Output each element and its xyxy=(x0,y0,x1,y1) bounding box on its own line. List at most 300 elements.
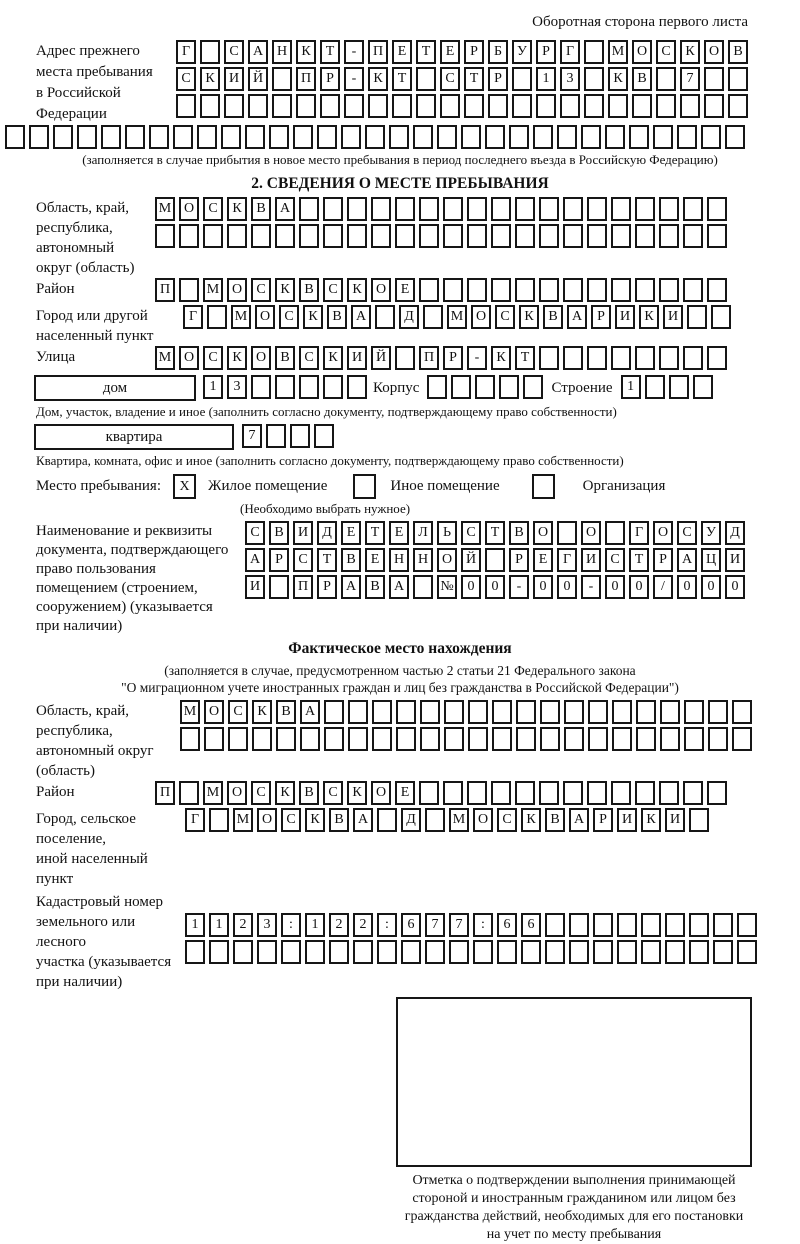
char-box[interactable]: 1 xyxy=(305,913,325,937)
char-box[interactable]: К xyxy=(491,346,511,370)
char-box[interactable]: В xyxy=(299,278,319,302)
char-box[interactable]: А xyxy=(351,305,371,329)
char-box[interactable]: В xyxy=(327,305,347,329)
char-box[interactable] xyxy=(660,700,680,724)
char-box[interactable] xyxy=(173,125,193,149)
char-box[interactable] xyxy=(296,94,316,118)
char-box[interactable]: - xyxy=(509,575,529,599)
char-box[interactable] xyxy=(300,727,320,751)
char-box[interactable]: П xyxy=(419,346,439,370)
char-box[interactable] xyxy=(251,224,271,248)
char-box[interactable]: / xyxy=(653,575,673,599)
char-box[interactable]: М xyxy=(155,346,175,370)
char-box[interactable] xyxy=(492,727,512,751)
char-box[interactable] xyxy=(563,278,583,302)
char-box[interactable] xyxy=(635,278,655,302)
char-box[interactable] xyxy=(317,125,337,149)
char-box[interactable]: В xyxy=(728,40,748,64)
char-box[interactable] xyxy=(516,727,536,751)
char-box[interactable] xyxy=(323,197,343,221)
char-box[interactable]: И xyxy=(615,305,635,329)
char-box[interactable] xyxy=(635,346,655,370)
char-box[interactable]: Т xyxy=(629,548,649,572)
char-box[interactable]: К xyxy=(303,305,323,329)
char-box[interactable] xyxy=(707,346,727,370)
char-box[interactable] xyxy=(569,913,589,937)
char-box[interactable] xyxy=(693,375,713,399)
char-box[interactable] xyxy=(372,700,392,724)
char-box[interactable]: 0 xyxy=(557,575,577,599)
char-box[interactable] xyxy=(584,67,604,91)
char-box[interactable] xyxy=(563,346,583,370)
char-box[interactable]: К xyxy=(368,67,388,91)
char-box[interactable]: Й xyxy=(248,67,268,91)
char-box[interactable] xyxy=(29,125,49,149)
char-box[interactable] xyxy=(443,278,463,302)
char-box[interactable] xyxy=(420,700,440,724)
char-box[interactable] xyxy=(708,700,728,724)
char-box[interactable] xyxy=(149,125,169,149)
char-box[interactable]: Н xyxy=(413,548,433,572)
char-box[interactable] xyxy=(266,424,286,448)
char-box[interactable] xyxy=(659,197,679,221)
char-box[interactable] xyxy=(499,375,519,399)
char-box[interactable] xyxy=(512,94,532,118)
char-box[interactable]: 7 xyxy=(425,913,445,937)
char-box[interactable] xyxy=(611,346,631,370)
char-box[interactable] xyxy=(488,94,508,118)
char-box[interactable]: Е xyxy=(389,521,409,545)
char-box[interactable]: Т xyxy=(464,67,484,91)
char-box[interactable]: А xyxy=(677,548,697,572)
char-box[interactable] xyxy=(185,940,205,964)
char-box[interactable] xyxy=(684,700,704,724)
char-box[interactable] xyxy=(427,375,447,399)
char-box[interactable] xyxy=(299,375,319,399)
char-box[interactable] xyxy=(611,781,631,805)
char-box[interactable] xyxy=(539,278,559,302)
char-box[interactable] xyxy=(689,913,709,937)
char-box[interactable] xyxy=(395,224,415,248)
char-box[interactable]: : xyxy=(473,913,493,937)
char-box[interactable]: 1 xyxy=(185,913,205,937)
char-box[interactable] xyxy=(492,700,512,724)
char-box[interactable]: М xyxy=(231,305,251,329)
char-box[interactable]: М xyxy=(180,700,200,724)
char-box[interactable]: У xyxy=(701,521,721,545)
char-box[interactable]: Д xyxy=(317,521,337,545)
char-box[interactable]: 0 xyxy=(461,575,481,599)
char-box[interactable] xyxy=(677,125,697,149)
checkbox-org[interactable] xyxy=(532,474,555,499)
char-box[interactable] xyxy=(467,224,487,248)
char-box[interactable] xyxy=(629,125,649,149)
char-box[interactable]: 1 xyxy=(203,375,223,399)
char-box[interactable] xyxy=(416,94,436,118)
char-box[interactable] xyxy=(347,375,367,399)
char-box[interactable] xyxy=(475,375,495,399)
char-box[interactable]: Т xyxy=(365,521,385,545)
char-box[interactable] xyxy=(491,278,511,302)
char-box[interactable] xyxy=(341,125,361,149)
char-box[interactable]: К xyxy=(252,700,272,724)
char-box[interactable] xyxy=(413,125,433,149)
char-box[interactable]: И xyxy=(663,305,683,329)
char-box[interactable] xyxy=(257,940,277,964)
char-box[interactable]: Б xyxy=(488,40,508,64)
char-box[interactable] xyxy=(540,727,560,751)
char-box[interactable]: О xyxy=(653,521,673,545)
char-box[interactable]: Г xyxy=(183,305,203,329)
char-box[interactable] xyxy=(467,197,487,221)
char-box[interactable] xyxy=(329,940,349,964)
char-box[interactable]: И xyxy=(347,346,367,370)
char-box[interactable]: 0 xyxy=(485,575,505,599)
char-box[interactable]: С xyxy=(279,305,299,329)
char-box[interactable]: С xyxy=(251,781,271,805)
char-box[interactable] xyxy=(512,67,532,91)
char-box[interactable] xyxy=(443,197,463,221)
char-box[interactable] xyxy=(377,808,397,832)
char-box[interactable]: Д xyxy=(725,521,745,545)
char-box[interactable] xyxy=(347,224,367,248)
char-box[interactable] xyxy=(491,781,511,805)
char-box[interactable]: В xyxy=(276,700,296,724)
char-box[interactable] xyxy=(713,913,733,937)
char-box[interactable]: К xyxy=(608,67,628,91)
char-box[interactable]: 7 xyxy=(680,67,700,91)
char-box[interactable] xyxy=(605,125,625,149)
char-box[interactable]: В xyxy=(632,67,652,91)
char-box[interactable] xyxy=(272,67,292,91)
char-box[interactable] xyxy=(392,94,412,118)
char-box[interactable] xyxy=(314,424,334,448)
char-box[interactable]: О xyxy=(227,278,247,302)
char-box[interactable] xyxy=(221,125,241,149)
char-box[interactable] xyxy=(563,197,583,221)
char-box[interactable] xyxy=(669,375,689,399)
char-box[interactable] xyxy=(656,67,676,91)
char-box[interactable]: И xyxy=(224,67,244,91)
char-box[interactable]: Н xyxy=(389,548,409,572)
char-box[interactable] xyxy=(728,94,748,118)
char-box[interactable]: К xyxy=(275,278,295,302)
char-box[interactable]: М xyxy=(233,808,253,832)
char-box[interactable] xyxy=(395,197,415,221)
char-box[interactable]: 6 xyxy=(401,913,421,937)
char-box[interactable] xyxy=(645,375,665,399)
char-box[interactable] xyxy=(707,278,727,302)
char-box[interactable]: 2 xyxy=(353,913,373,937)
char-box[interactable]: А xyxy=(275,197,295,221)
char-box[interactable]: - xyxy=(467,346,487,370)
char-box[interactable] xyxy=(515,781,535,805)
char-box[interactable]: С xyxy=(281,808,301,832)
char-box[interactable]: И xyxy=(293,521,313,545)
char-box[interactable] xyxy=(704,94,724,118)
char-box[interactable] xyxy=(204,727,224,751)
char-box[interactable] xyxy=(437,125,457,149)
char-box[interactable]: С xyxy=(245,521,265,545)
char-box[interactable]: Ц xyxy=(701,548,721,572)
char-box[interactable]: И xyxy=(665,808,685,832)
char-box[interactable] xyxy=(245,125,265,149)
char-box[interactable] xyxy=(680,94,700,118)
char-box[interactable]: К xyxy=(275,781,295,805)
char-box[interactable] xyxy=(587,197,607,221)
char-box[interactable] xyxy=(77,125,97,149)
char-box[interactable]: О xyxy=(471,305,491,329)
char-box[interactable]: В xyxy=(543,305,563,329)
char-box[interactable]: Е xyxy=(533,548,553,572)
char-box[interactable] xyxy=(587,346,607,370)
char-box[interactable]: 0 xyxy=(725,575,745,599)
char-box[interactable]: : xyxy=(377,913,397,937)
char-box[interactable] xyxy=(176,94,196,118)
char-box[interactable] xyxy=(683,278,703,302)
char-box[interactable] xyxy=(491,224,511,248)
char-box[interactable] xyxy=(683,781,703,805)
char-box[interactable]: Е xyxy=(365,548,385,572)
char-box[interactable] xyxy=(425,940,445,964)
char-box[interactable] xyxy=(515,278,535,302)
char-box[interactable] xyxy=(707,224,727,248)
char-box[interactable] xyxy=(419,278,439,302)
char-box[interactable]: М xyxy=(203,781,223,805)
char-box[interactable]: О xyxy=(473,808,493,832)
char-box[interactable]: 3 xyxy=(227,375,247,399)
char-box[interactable] xyxy=(353,940,373,964)
char-box[interactable] xyxy=(348,700,368,724)
char-box[interactable]: Е xyxy=(392,40,412,64)
char-box[interactable] xyxy=(252,727,272,751)
char-box[interactable]: 2 xyxy=(233,913,253,937)
char-box[interactable] xyxy=(272,94,292,118)
char-box[interactable] xyxy=(515,197,535,221)
char-box[interactable]: К xyxy=(680,40,700,64)
char-box[interactable] xyxy=(293,125,313,149)
char-box[interactable] xyxy=(269,125,289,149)
char-box[interactable] xyxy=(371,224,391,248)
char-box[interactable] xyxy=(587,278,607,302)
checkbox-inoe[interactable] xyxy=(353,474,376,499)
char-box[interactable] xyxy=(444,727,464,751)
char-box[interactable] xyxy=(560,94,580,118)
char-box[interactable] xyxy=(536,94,556,118)
char-box[interactable]: А xyxy=(567,305,587,329)
char-box[interactable]: В xyxy=(365,575,385,599)
char-box[interactable] xyxy=(617,940,637,964)
char-box[interactable]: 3 xyxy=(560,67,580,91)
char-box[interactable]: О xyxy=(227,781,247,805)
char-box[interactable]: Т xyxy=(485,521,505,545)
char-box[interactable]: В xyxy=(275,346,295,370)
char-box[interactable] xyxy=(464,94,484,118)
char-box[interactable] xyxy=(375,305,395,329)
char-box[interactable] xyxy=(451,375,471,399)
char-box[interactable]: К xyxy=(296,40,316,64)
char-box[interactable] xyxy=(320,94,340,118)
char-box[interactable]: О xyxy=(632,40,652,64)
char-box[interactable] xyxy=(708,727,728,751)
char-box[interactable]: В xyxy=(329,808,349,832)
char-box[interactable]: В xyxy=(509,521,529,545)
char-box[interactable]: С xyxy=(203,346,223,370)
char-box[interactable] xyxy=(617,913,637,937)
char-box[interactable] xyxy=(563,224,583,248)
char-box[interactable] xyxy=(396,727,416,751)
char-box[interactable]: Е xyxy=(341,521,361,545)
char-box[interactable]: В xyxy=(269,521,289,545)
char-box[interactable] xyxy=(656,94,676,118)
char-box[interactable]: 1 xyxy=(621,375,641,399)
char-box[interactable]: 3 xyxy=(257,913,277,937)
char-box[interactable] xyxy=(713,940,733,964)
char-box[interactable]: С xyxy=(293,548,313,572)
char-box[interactable] xyxy=(569,940,589,964)
char-box[interactable]: Р xyxy=(464,40,484,64)
char-box[interactable] xyxy=(473,940,493,964)
char-box[interactable]: Е xyxy=(440,40,460,64)
char-box[interactable] xyxy=(281,940,301,964)
char-box[interactable]: О xyxy=(179,197,199,221)
char-box[interactable]: С xyxy=(605,548,625,572)
char-box[interactable] xyxy=(323,224,343,248)
char-box[interactable] xyxy=(227,224,247,248)
char-box[interactable] xyxy=(389,125,409,149)
char-box[interactable]: О xyxy=(257,808,277,832)
char-box[interactable]: 2 xyxy=(329,913,349,937)
char-box[interactable] xyxy=(444,700,464,724)
char-box[interactable]: Р xyxy=(488,67,508,91)
char-box[interactable] xyxy=(659,278,679,302)
char-box[interactable] xyxy=(711,305,731,329)
char-box[interactable] xyxy=(611,278,631,302)
char-box[interactable]: А xyxy=(248,40,268,64)
char-box[interactable] xyxy=(539,346,559,370)
char-box[interactable] xyxy=(689,940,709,964)
char-box[interactable] xyxy=(683,197,703,221)
char-box[interactable]: М xyxy=(449,808,469,832)
char-box[interactable]: С xyxy=(440,67,460,91)
char-box[interactable]: Е xyxy=(395,781,415,805)
char-box[interactable]: Г xyxy=(185,808,205,832)
char-box[interactable]: А xyxy=(300,700,320,724)
char-box[interactable] xyxy=(449,940,469,964)
char-box[interactable]: К xyxy=(305,808,325,832)
char-box[interactable] xyxy=(557,521,577,545)
char-box[interactable]: П xyxy=(296,67,316,91)
char-box[interactable]: Р xyxy=(591,305,611,329)
char-box[interactable] xyxy=(665,940,685,964)
char-box[interactable]: О xyxy=(251,346,271,370)
char-box[interactable] xyxy=(641,913,661,937)
char-box[interactable]: К xyxy=(347,278,367,302)
char-box[interactable]: К xyxy=(639,305,659,329)
char-box[interactable]: И xyxy=(725,548,745,572)
char-box[interactable] xyxy=(468,700,488,724)
char-box[interactable] xyxy=(684,727,704,751)
char-box[interactable] xyxy=(125,125,145,149)
char-box[interactable]: Т xyxy=(320,40,340,64)
char-box[interactable]: 1 xyxy=(536,67,556,91)
char-box[interactable] xyxy=(443,781,463,805)
char-box[interactable]: О xyxy=(437,548,457,572)
char-box[interactable] xyxy=(523,375,543,399)
char-box[interactable]: Ь xyxy=(437,521,457,545)
char-box[interactable]: К xyxy=(323,346,343,370)
char-box[interactable] xyxy=(348,727,368,751)
char-box[interactable]: К xyxy=(347,781,367,805)
char-box[interactable] xyxy=(324,700,344,724)
char-box[interactable] xyxy=(701,125,721,149)
char-box[interactable]: М xyxy=(447,305,467,329)
char-box[interactable] xyxy=(197,125,217,149)
char-box[interactable] xyxy=(101,125,121,149)
char-box[interactable]: Р xyxy=(443,346,463,370)
char-box[interactable] xyxy=(635,224,655,248)
char-box[interactable]: О xyxy=(179,346,199,370)
char-box[interactable] xyxy=(440,94,460,118)
char-box[interactable]: Р xyxy=(653,548,673,572)
char-box[interactable]: П xyxy=(155,278,175,302)
char-box[interactable]: А xyxy=(353,808,373,832)
char-box[interactable]: Т xyxy=(515,346,535,370)
char-box[interactable]: К xyxy=(519,305,539,329)
char-box[interactable]: С xyxy=(461,521,481,545)
char-box[interactable] xyxy=(269,575,289,599)
char-box[interactable]: С xyxy=(251,278,271,302)
char-box[interactable] xyxy=(485,125,505,149)
char-box[interactable] xyxy=(632,94,652,118)
char-box[interactable]: О xyxy=(581,521,601,545)
char-box[interactable]: С xyxy=(677,521,697,545)
char-box[interactable]: С xyxy=(495,305,515,329)
char-box[interactable] xyxy=(728,67,748,91)
char-box[interactable] xyxy=(564,727,584,751)
char-box[interactable] xyxy=(584,94,604,118)
char-box[interactable] xyxy=(396,700,416,724)
char-box[interactable] xyxy=(155,224,175,248)
char-box[interactable]: Н xyxy=(272,40,292,64)
char-box[interactable] xyxy=(515,224,535,248)
char-box[interactable]: Г xyxy=(560,40,580,64)
char-box[interactable] xyxy=(209,808,229,832)
char-box[interactable] xyxy=(612,727,632,751)
char-box[interactable]: В xyxy=(299,781,319,805)
char-box[interactable] xyxy=(248,94,268,118)
char-box[interactable] xyxy=(371,197,391,221)
char-box[interactable] xyxy=(611,197,631,221)
char-box[interactable]: М xyxy=(155,197,175,221)
char-box[interactable]: П xyxy=(293,575,313,599)
char-box[interactable] xyxy=(725,125,745,149)
char-box[interactable]: - xyxy=(344,40,364,64)
char-box[interactable] xyxy=(635,197,655,221)
char-box[interactable]: Р xyxy=(317,575,337,599)
char-box[interactable] xyxy=(299,197,319,221)
char-box[interactable] xyxy=(497,940,517,964)
char-box[interactable] xyxy=(593,913,613,937)
char-box[interactable] xyxy=(611,224,631,248)
char-box[interactable]: Р xyxy=(320,67,340,91)
char-box[interactable] xyxy=(587,781,607,805)
char-box[interactable]: Г xyxy=(629,521,649,545)
char-box[interactable]: О xyxy=(371,278,391,302)
char-box[interactable]: Л xyxy=(413,521,433,545)
char-box[interactable] xyxy=(687,305,707,329)
char-box[interactable] xyxy=(509,125,529,149)
